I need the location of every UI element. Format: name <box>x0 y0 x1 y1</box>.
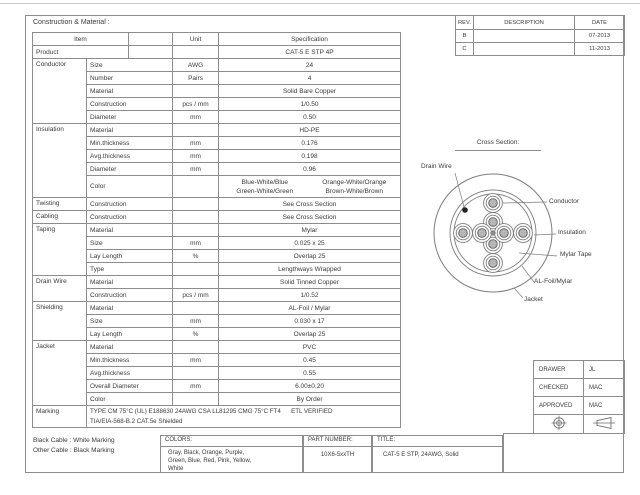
insulation-label: Insulation <box>558 229 586 236</box>
spec-value: Solid Bare Copper <box>219 85 401 98</box>
unit-value: pcs / mm <box>173 98 219 111</box>
title-label: TITLE: <box>373 436 502 447</box>
rev-date: 07-2013 <box>575 30 625 43</box>
drain-wire-dot <box>462 207 468 213</box>
item-label: Material <box>87 302 173 315</box>
table-row <box>33 124 401 137</box>
spec-value: AL-Foil / Mylar <box>219 302 401 315</box>
spec-value: 0.55 <box>219 367 401 380</box>
pair-color: Green-White/Green <box>236 187 294 195</box>
rev-description <box>474 30 575 43</box>
revision-row <box>456 30 625 43</box>
title-value: CAT-5 E STP, 24AWG, Solid <box>383 452 459 458</box>
unit-value <box>173 176 219 198</box>
pair-color: Orange-White/Orange <box>322 178 387 186</box>
part-number-value: 10X6-5xxTH <box>320 452 355 458</box>
page-top-edge <box>0 3 640 4</box>
black-cable-note: Black Cable : White Marking <box>33 437 115 444</box>
item-label: Material <box>87 276 173 289</box>
unit-value: AWG <box>173 59 219 72</box>
spec-table <box>32 32 401 428</box>
product-label: Product <box>33 46 129 59</box>
spec-value: By Order <box>219 393 401 406</box>
rev-date: 11-2013 <box>575 43 625 56</box>
approval-row <box>534 361 625 379</box>
cross-section-title: Cross Section: <box>455 139 541 151</box>
section-drain-wire: Drain Wire <box>33 276 87 302</box>
unit-value <box>173 198 219 211</box>
third-angle-cone-icon <box>592 416 616 430</box>
unit-value <box>173 276 219 289</box>
section-conductor: Conductor <box>33 59 87 124</box>
pair-color: Brown-White/Brown <box>325 187 383 195</box>
table-row <box>33 224 401 237</box>
table-row <box>33 111 401 124</box>
item-label: Material <box>87 85 173 98</box>
table-row <box>33 137 401 150</box>
checked-value: MAC <box>584 379 625 397</box>
marking-text-cell <box>87 406 401 428</box>
spec-value: 0.025 x 25 <box>219 237 401 250</box>
spec-value: See Cross Section <box>219 198 401 211</box>
approved-value: MAC <box>584 397 625 415</box>
unit-value <box>173 124 219 137</box>
item-label: Min.thickness <box>87 354 173 367</box>
table-row <box>33 98 401 111</box>
pair-colors <box>220 178 399 196</box>
spec-value: 0.96 <box>219 163 401 176</box>
drain-wire-label: Drain Wire <box>421 163 452 170</box>
rev-description <box>474 43 575 56</box>
header-blank <box>129 33 173 46</box>
unit-value: pcs / mm <box>173 289 219 302</box>
spec-value: Overlap 25 <box>219 250 401 263</box>
color-spec-cell <box>219 176 401 198</box>
projection-target-cell <box>534 415 584 434</box>
item-label: Construction <box>87 211 173 224</box>
colors-line: Gray, Black, Orange, Purple, <box>168 450 245 456</box>
pair-color: Blue-White/Blue <box>241 178 289 186</box>
unit-value <box>173 367 219 380</box>
section-jacket: Jacket <box>33 341 87 406</box>
table-row <box>33 237 401 250</box>
table-row <box>33 315 401 328</box>
item-label: Material <box>87 124 173 137</box>
section-twisting: Twisting <box>33 198 87 211</box>
header-specification: Specification <box>219 33 401 46</box>
item-label: Lay Length <box>87 328 173 341</box>
spec-value: 6.00±0.20 <box>219 380 401 393</box>
unit-value: mm <box>173 150 219 163</box>
table-row <box>33 150 401 163</box>
revision-table <box>455 15 625 56</box>
spec-value: Mylar <box>219 224 401 237</box>
item-label: Material <box>87 224 173 237</box>
description-header: DESCRIPTION <box>474 16 575 30</box>
marking-line-2: TIA/EIA-568-B.2 CAT.5e Shielded <box>90 417 183 425</box>
marking-row <box>33 406 401 428</box>
product-row <box>33 46 401 59</box>
approval-row <box>534 379 625 397</box>
table-row <box>33 341 401 354</box>
table-row <box>33 263 401 276</box>
spec-value: See Cross Section <box>219 211 401 224</box>
third-angle-target-icon <box>550 415 568 431</box>
item-label: Diameter <box>87 163 173 176</box>
al-foil-mylar-label: AL-Foil/Mylar <box>534 278 573 285</box>
unit-value: Pairs <box>173 72 219 85</box>
marking-line-1: TYPE CM 75°C (UL) E188630 24AWG CSA LL81295 CMG 75°C FT4 ETL VERIFIED <box>90 407 333 415</box>
spec-value: Solid Tinned Copper <box>219 276 401 289</box>
spec-value: 0.198 <box>219 150 401 163</box>
table-row <box>33 393 401 406</box>
header-unit: Unit <box>173 33 219 46</box>
rev-letter: C <box>456 43 474 56</box>
unit-value <box>173 224 219 237</box>
spec-value: Overlap 25 <box>219 328 401 341</box>
spec-value: 0.030 x 17 <box>219 315 401 328</box>
item-label: Type <box>87 263 173 276</box>
part-number-label: PART NUMBER: <box>304 436 371 447</box>
spec-value: 1/0.52 <box>219 289 401 302</box>
checked-label: CHECKED <box>534 379 584 397</box>
item-label: Color <box>87 393 173 406</box>
table-row <box>33 72 401 85</box>
table-row <box>33 380 401 393</box>
conductor-label: Conductor <box>549 198 579 205</box>
logo-box-empty <box>503 433 624 473</box>
colors-value <box>161 447 302 473</box>
item-label: Overall Diameter <box>87 380 173 393</box>
colors-line: Green, Blue, Red, Pink, Yellow, <box>168 458 252 464</box>
table-row <box>33 302 401 315</box>
table-header-row <box>33 33 401 46</box>
approval-row <box>534 397 625 415</box>
drawer-label: DRAWER <box>534 361 584 379</box>
item-label: Construction <box>87 198 173 211</box>
unit-value <box>173 85 219 98</box>
unit-value: mm <box>173 380 219 393</box>
spec-value: Lengthways Wrapped <box>219 263 401 276</box>
table-row <box>33 250 401 263</box>
header-item: Item <box>33 33 129 46</box>
table-row <box>33 328 401 341</box>
construction-material-title: Construction & Material : <box>33 19 110 26</box>
table-row <box>33 59 401 72</box>
insulation-color-row <box>33 176 401 198</box>
unit-value <box>173 393 219 406</box>
spec-value: 24 <box>219 59 401 72</box>
item-label: Diameter <box>87 111 173 124</box>
item-label: Size <box>87 315 173 328</box>
table-row <box>33 354 401 367</box>
item-label: Construction <box>87 289 173 302</box>
section-insulation: Insulation <box>33 124 87 198</box>
product-spec: CAT-5 E STP 4P <box>219 46 401 59</box>
unit-value: mm <box>173 137 219 150</box>
colors-line: White <box>168 466 184 472</box>
item-label: Size <box>87 237 173 250</box>
unit-value: mm <box>173 111 219 124</box>
spec-value: 0.50 <box>219 111 401 124</box>
item-label: Min.thickness <box>87 137 173 150</box>
item-label: Avg.thickness <box>87 367 173 380</box>
table-row <box>33 211 401 224</box>
table-row <box>33 85 401 98</box>
jacket-label: Jacket <box>524 296 543 303</box>
rev-letter: B <box>456 30 474 43</box>
section-shielding: Shielding <box>33 302 87 341</box>
revision-row <box>456 43 625 56</box>
spec-value: 4 <box>219 72 401 85</box>
approved-label: APPROVED <box>534 397 584 415</box>
item-label: Avg.thickness <box>87 150 173 163</box>
spec-value: 0.176 <box>219 137 401 150</box>
title-box <box>372 435 503 473</box>
unit-value: mm <box>173 354 219 367</box>
item-label: Size <box>87 59 173 72</box>
projection-cone-cell <box>584 415 625 434</box>
colors-label: COLORS: <box>161 436 302 447</box>
section-marking: Marking <box>33 406 87 428</box>
table-row <box>33 289 401 302</box>
section-taping: Taping <box>33 224 87 276</box>
spec-value: 0.45 <box>219 354 401 367</box>
item-label: Material <box>87 341 173 354</box>
unit-value: % <box>173 250 219 263</box>
table-row <box>33 163 401 176</box>
table-row <box>33 276 401 289</box>
unit-value: mm <box>173 237 219 250</box>
spec-value: 1/0.50 <box>219 98 401 111</box>
unit-value <box>173 302 219 315</box>
part-number-box <box>303 435 372 473</box>
projection-symbol-row <box>534 415 625 434</box>
revision-header-row <box>456 16 625 30</box>
unit-value: mm <box>173 163 219 176</box>
mylar-tape-label: Mylar Tape <box>560 251 592 258</box>
item-label: Construction <box>87 98 173 111</box>
table-row <box>33 198 401 211</box>
item-label: Lay Length <box>87 250 173 263</box>
unit-value: mm <box>173 315 219 328</box>
item-label: Color <box>87 176 173 198</box>
unit-value <box>173 211 219 224</box>
marking-notes <box>33 436 115 456</box>
spec-value: HD-PE <box>219 124 401 137</box>
date-header: DATE <box>575 16 625 30</box>
other-cable-note: Other Cable : Black Marking <box>33 447 115 454</box>
table-row <box>33 367 401 380</box>
section-cabling: Cabling <box>33 211 87 224</box>
item-label: Number <box>87 72 173 85</box>
colors-box <box>160 435 303 473</box>
unit-value <box>173 341 219 354</box>
rev-header: REV. <box>456 16 474 30</box>
approval-block <box>533 360 625 434</box>
spec-value: PVC <box>219 341 401 354</box>
drawer-value: JL <box>584 361 625 379</box>
unit-value <box>173 263 219 276</box>
unit-value: % <box>173 328 219 341</box>
